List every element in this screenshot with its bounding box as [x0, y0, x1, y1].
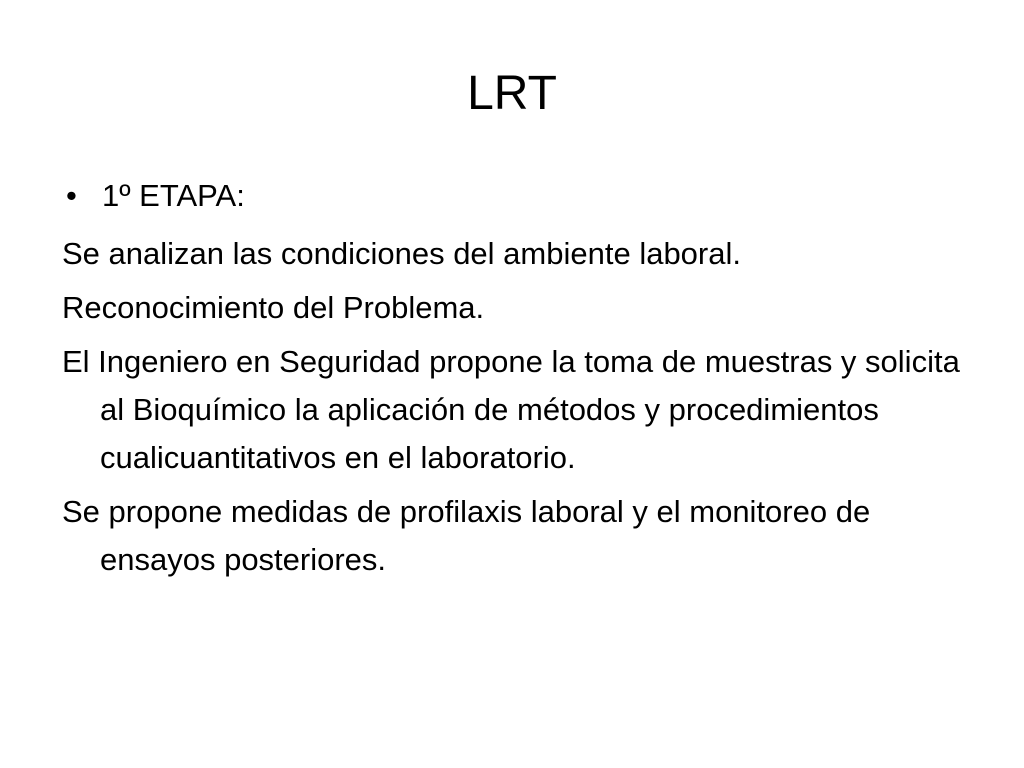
bullet-item [62, 172, 962, 220]
bullet-text: 1º ETAPA: [102, 178, 245, 213]
slide-body [62, 172, 962, 590]
paragraph-recognition: Reconocimiento del Problema. [62, 290, 485, 325]
slide-title: LRT [467, 67, 557, 120]
paragraph-prophylaxis: Se propone medidas de profilaxis laboral y el monitoreo de ensayos posteriores. [62, 494, 871, 577]
bullet-marker: • [66, 178, 77, 213]
paragraph-conditions: Se analizan las condiciones del ambiente laboral. [62, 236, 741, 271]
paragraph-engineer: El Ingeniero en Seguridad propone la toma de muestras y solicita al Bioquímico la aplicación de métodos y procedimientos cualicuantitativos en el laboratorio. [62, 344, 960, 475]
